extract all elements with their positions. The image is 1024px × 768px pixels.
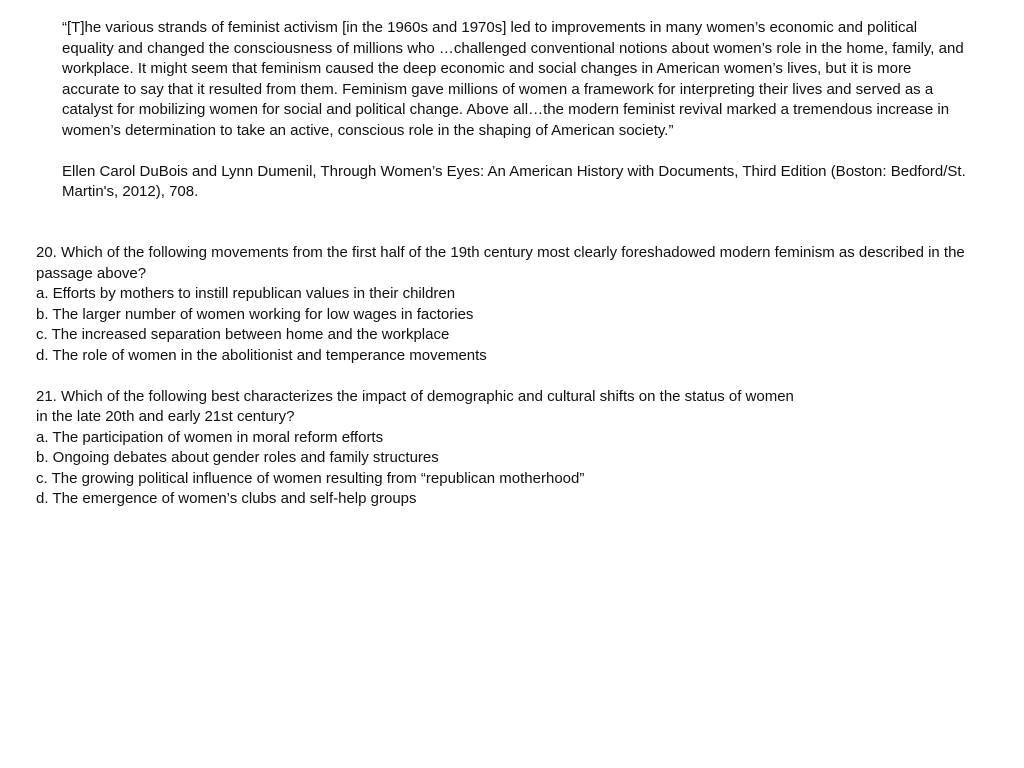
- question-stem-line-2: in the late 20th and early 21st century?: [36, 408, 295, 425]
- question-list: [36, 243, 976, 530]
- answer-option-b: b. Ongoing debates about gender roles and family structures: [36, 449, 439, 466]
- answer-option-c: c. The growing political influence of women resulting from “republican motherhood”: [36, 469, 585, 487]
- question-21: [36, 387, 976, 510]
- answer-option-a: a. Efforts by mothers to instill republican values in their children: [36, 285, 456, 302]
- answer-option-a: a. The participation of women in moral reform efforts: [36, 428, 384, 446]
- question-20: [36, 243, 976, 366]
- passage: [62, 18, 967, 203]
- question-stem-line-1: 21. Which of the following best characterizes the impact of demographic and cultural shifts on the status of women: [36, 387, 794, 405]
- answer-option-b: b. The larger number of women working for low wages in factories: [36, 305, 474, 323]
- answer-option-d: d. The emergence of women’s clubs and self-help groups: [36, 490, 417, 507]
- passage-citation: Ellen Carol DuBois and Lynn Dumenil, Through Women’s Eyes: An American History with Documents, Third Edition (Boston: Bedford/St. Martin's, 2012), 708.: [62, 162, 966, 200]
- answer-option-d: d. The role of women in the abolitionist and temperance movements: [36, 346, 487, 364]
- answer-option-c: c. The increased separation between home and the workplace: [36, 326, 450, 343]
- passage-quote: “[T]he various strands of feminist activism [in the 1960s and 1970s] led to improvements in many women’s economic and political equality and changed the consciousness of millions who …challenged conventional notions about women’s role in the home, family, and workplace. It might seem that feminism caused the deep economic and social changes in American women’s lives, but it is more accurate to say that it resulted from them. Feminism gave millions of women a framework for interpreting their lives and served as a catalyst for mobilizing women for social and political change. Above all…the modern feminist revival marked a tremendous increase in women’s determination to take an active, conscious role in the shaping of American society.”: [62, 19, 964, 139]
- question-stem: 20. Which of the following movements from the first half of the 19th century most clearly foreshadowed modern feminism as described in the passage above?: [36, 244, 965, 282]
